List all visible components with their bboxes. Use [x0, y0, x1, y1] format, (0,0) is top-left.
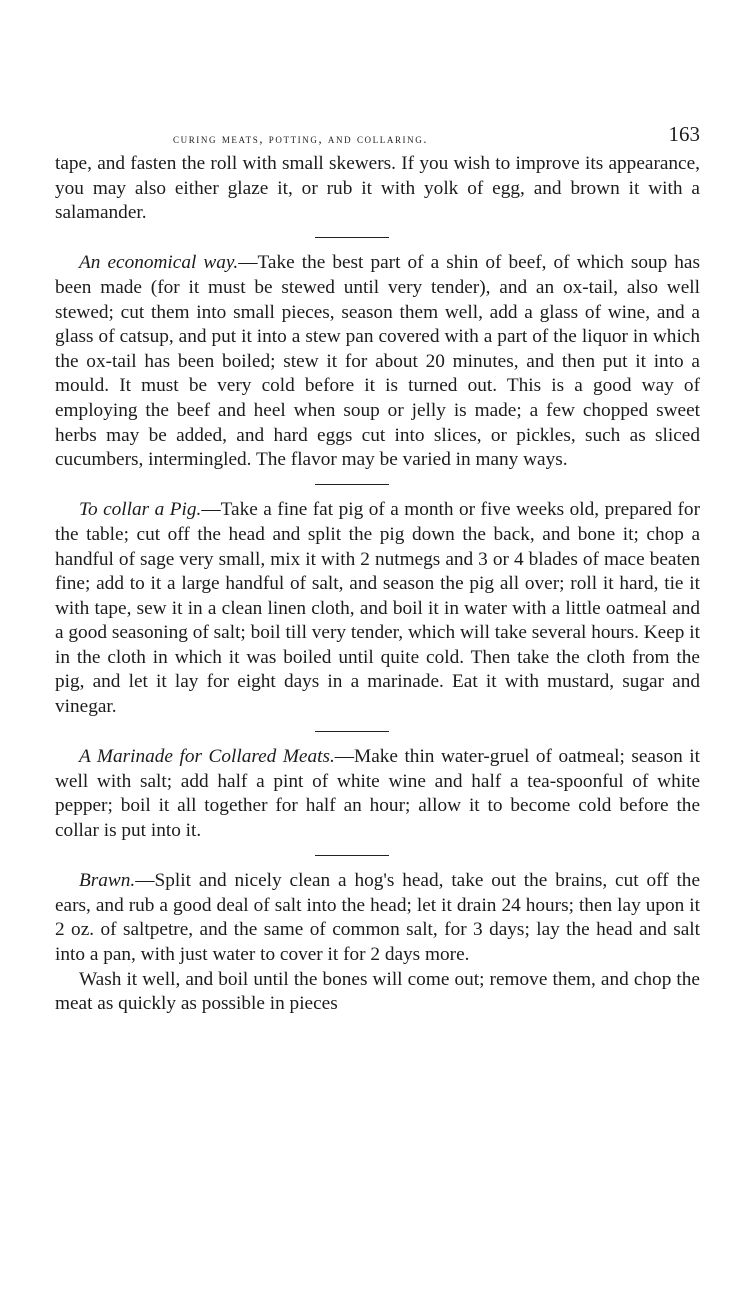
running-title: curing meats, potting, and collaring.: [173, 132, 429, 146]
paragraph-brawn-continued: [55, 968, 700, 1017]
paragraph-text: —Make thin water-gruel of oatmeal; season it well with salt; add half a pint of white wine and half a tea-spoonful of white pepper; boil it all together for half an hour; allow it to become cold before the collar is put into it.: [55, 746, 700, 842]
paragraph-text: —Take the best part of a shin of beef, of which soup has been made (for it must be stewed until very tender), and an ox-tail, also well stewed; cut them into small pieces, season them well, add a glass of wine, and a glass of catsup, and put it into a stew pan covered with a part of the liquor in which the ox-tail has been boiled; stew it for about 20 minutes, and then put it into a mould. It must be very cold before it is turned out. This is a good way of employing the beef and heel when soup or jelly is made; a few chopped sweet herbs may be added, and hard eggs cut into slices, or pickles, such as sliced cucumbers, intermingled. The flavor may be varied in many ways.: [55, 252, 700, 471]
running-head: [55, 118, 700, 152]
paragraph-marinade: [55, 745, 700, 843]
recipe-heading: An economical way.: [79, 252, 239, 274]
paragraph-economical-way: [55, 251, 700, 472]
paragraph-text: Wash it well, and boil until the bones will come out; remove them, and chop the meat as quickly as possible in pieces: [55, 968, 700, 1015]
page-number: 163: [668, 122, 700, 146]
paragraph-text: —Take a fine fat pig of a month or five weeks old, prepared for the table; cut off the head and split the pig down the back, and bone it; chop a handful of sage very small, mix it with 2 nutmegs and 3 or 4 blades of mace beaten fine; add to it a large handful of salt, and season the pig all over; roll it hard, tie it with tape, sew it in a clean linen cloth, and boil it in water with a little oatmeal and a good seasoning of salt; boil till very tender, which will take several hours. Keep it in the cloth in which it was boiled until quite cold. Then take the cloth from the pig, and let it lay for eight days in a marinade. Eat it with mustard, sugar and vinegar.: [55, 499, 700, 718]
section-divider: [315, 484, 389, 486]
paragraph-text: tape, and fasten the roll with small skewers. If you wish to improve its appearance, you may also either glaze it, or rub it with yolk of egg, and brown it with a salamander.: [55, 153, 700, 224]
paragraph-text: —Split and nicely clean a hog's head, take out the brains, cut off the ears, and rub a good deal of salt into the head; let it drain 24 hours; then lay upon it 2 oz. of saltpetre, and the same of common salt, for 3 days; lay the head and salt into a pan, with just water to cover it for 2 days more.: [55, 870, 700, 965]
paragraph-continued-roll: [55, 152, 700, 226]
recipe-heading: To collar a Pig.: [79, 499, 202, 521]
recipe-heading: A Marinade for Collared Meats.: [79, 746, 335, 768]
section-divider: [315, 855, 389, 857]
book-page: [55, 118, 700, 1017]
paragraph-collar-pig: [55, 498, 700, 719]
recipe-heading: Brawn.: [79, 870, 136, 892]
section-divider: [315, 237, 389, 239]
paragraph-brawn: [55, 869, 700, 967]
section-divider: [315, 731, 389, 733]
